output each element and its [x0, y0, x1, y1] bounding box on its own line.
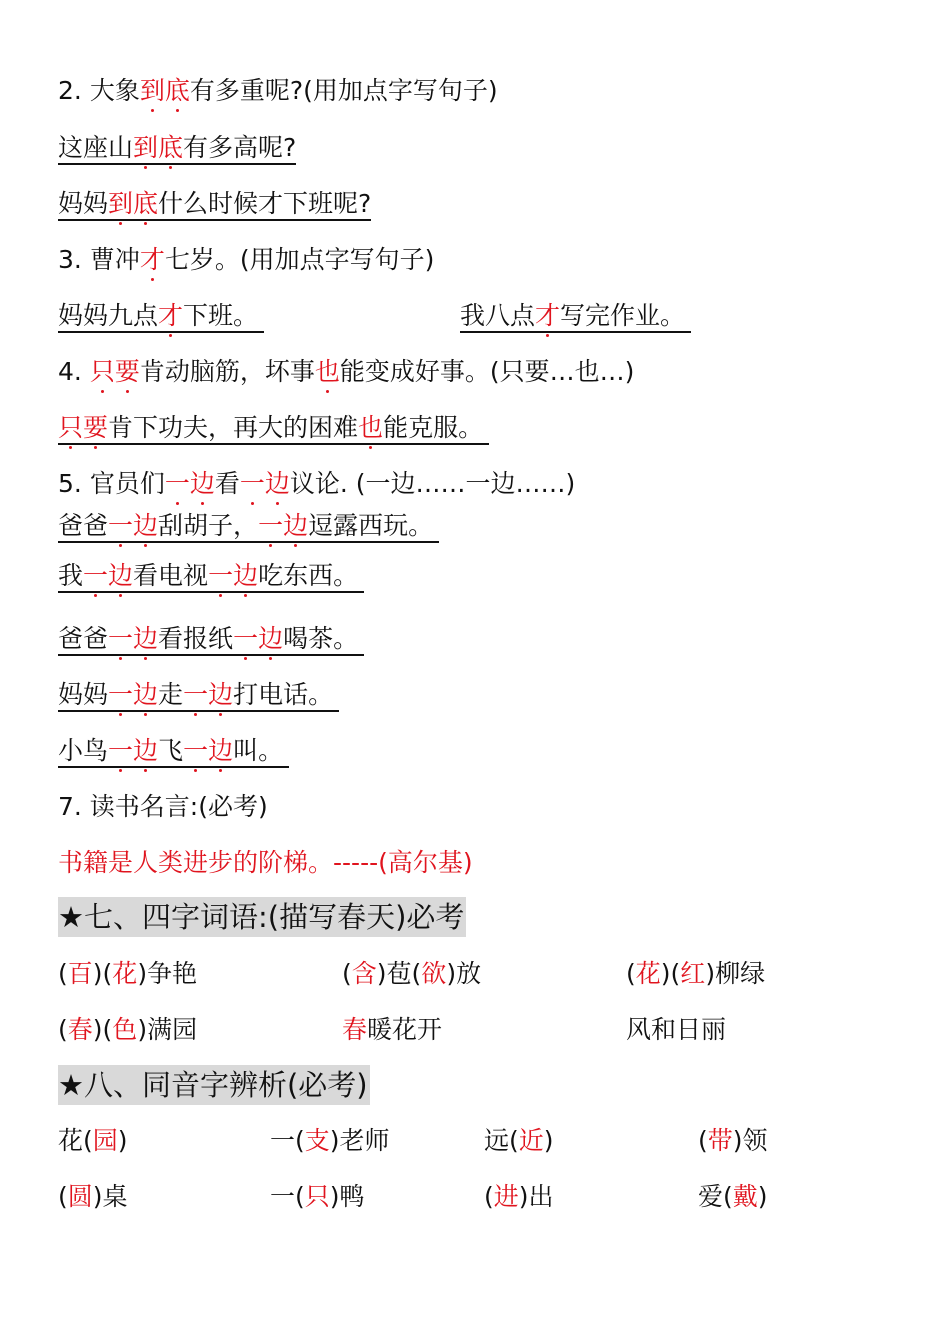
idiom-3: (花)(红)柳绿 — [626, 959, 766, 988]
idiom-6: 风和日丽 — [626, 1015, 727, 1044]
homophone-3: 远(近) — [484, 1126, 554, 1155]
q4-prompt: 4. 只要肯动脑筋，坏事也能变成好事。(只要…也…) — [58, 357, 635, 386]
q7-quote: 书籍是人类进步的阶梯。-----(高尔基) — [58, 848, 473, 877]
q5-answer-5: 小鸟一边飞一边叫。 — [58, 736, 289, 766]
homophone-5: (圆)桌 — [58, 1182, 128, 1211]
q5-answer-3: 爸爸一边看报纸一边喝茶。 — [58, 624, 364, 654]
q2-prompt: 2. 大象到底有多重呢?(用加点字写句子) — [58, 76, 498, 105]
q2-answer-1: 这座山到底有多高呢? — [58, 133, 296, 163]
key-char: 到 — [139, 76, 165, 105]
q5-answer-2: 我一边看电视一边吃东西。 — [58, 561, 364, 591]
idiom-1: (百)(花)争艳 — [58, 959, 198, 988]
section7-title: ★七、四字词语:(描写春天)必考 — [58, 897, 466, 937]
homophone-2: 一(支)老师 — [270, 1126, 390, 1155]
homophone-6: 一(只)鸭 — [270, 1182, 365, 1211]
q2-answer-2: 妈妈到底什么时候才下班呢? — [58, 189, 371, 219]
homophone-1: 花(园) — [58, 1126, 128, 1155]
q4-answer: 只要肯下功夫，再大的困难也能克服。 — [58, 413, 489, 443]
idiom-2: (含)苞(欲)放 — [342, 959, 482, 988]
homophone-4: (带)领 — [698, 1126, 768, 1155]
key-char: 底 — [164, 76, 190, 105]
q7-prompt: 7. 读书名言:(必考) — [58, 792, 268, 821]
section8-title: ★八、同音字辨析(必考) — [58, 1065, 370, 1105]
homophone-7: (进)出 — [484, 1182, 554, 1211]
q5-prompt: 5. 官员们一边看一边议论. (一边……一边……) — [58, 469, 576, 498]
idiom-5: 春暖花开 — [342, 1015, 443, 1044]
q2-number: 2. — [58, 76, 90, 105]
q3-answer-1: 妈妈九点才下班。 — [58, 301, 264, 331]
q5-answer-1: 爸爸一边刮胡子，一边逗露西玩。 — [58, 511, 439, 541]
q5-answer-4: 妈妈一边走一边打电话。 — [58, 680, 339, 710]
q3-answer-2: 我八点才写完作业。 — [460, 301, 691, 331]
idiom-4: (春)(色)满园 — [58, 1015, 198, 1044]
homophone-8: 爱(戴) — [698, 1182, 768, 1211]
q3-prompt: 3. 曹冲才七岁。(用加点字写句子) — [58, 245, 435, 274]
